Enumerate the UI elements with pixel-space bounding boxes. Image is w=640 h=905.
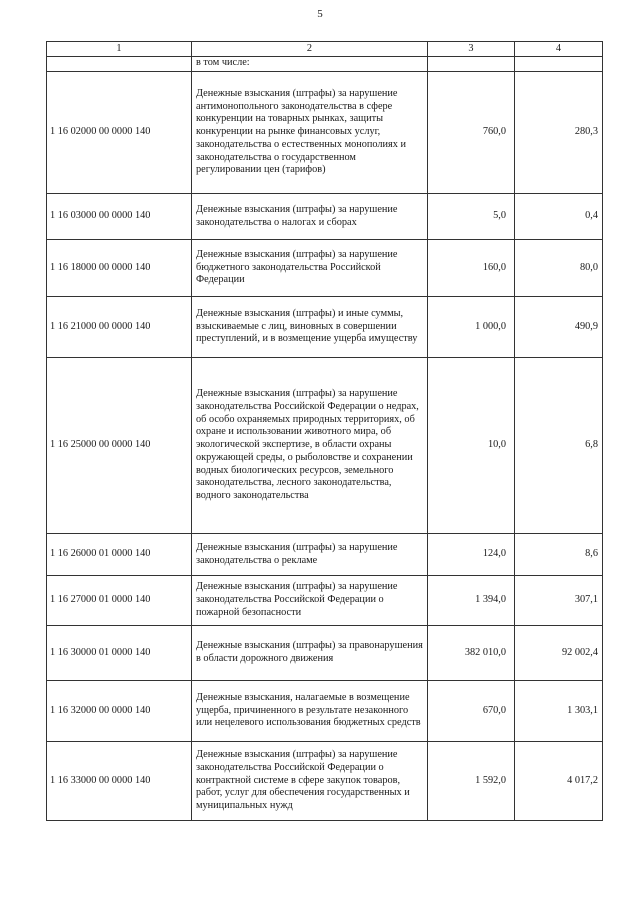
row-fact: 8,6	[515, 534, 603, 576]
row-fact: 0,4	[515, 194, 603, 240]
row-code: 1 16 25000 00 0000 140	[47, 358, 192, 534]
table-row	[47, 681, 603, 742]
row-name: Денежные взыскания (штрафы) за нарушение законодательства о налогах и сборах	[192, 194, 428, 240]
table-row	[47, 297, 603, 358]
subheader-row	[47, 57, 603, 72]
row-name: Денежные взыскания (штрафы) за нарушение законодательства Российской Федерации о контрактной системе в сфере закупок товаров, работ, услуг для обеспечения государственных и муниципальных нужд	[192, 742, 428, 821]
row-name: Денежные взыскания (штрафы) за нарушение законодательства Российской Федерации о пожарной безопасности	[192, 576, 428, 626]
row-code: 1 16 18000 00 0000 140	[47, 240, 192, 297]
row-fact: 1 303,1	[515, 681, 603, 742]
row-name: Денежные взыскания (штрафы) за правонарушения в области дорожного движения	[192, 626, 428, 681]
header-col-4: 4	[515, 42, 603, 57]
row-code: 1 16 21000 00 0000 140	[47, 297, 192, 358]
row-code: 1 16 32000 00 0000 140	[47, 681, 192, 742]
row-name: Денежные взыскания, налагаемые в возмещение ущерба, причиненного в результате незаконного или нецелевого использования бюджетных средств	[192, 681, 428, 742]
header-col-2: 2	[192, 42, 428, 57]
row-plan: 1 592,0	[428, 742, 515, 821]
row-plan: 124,0	[428, 534, 515, 576]
table-row	[47, 534, 603, 576]
budget-table	[46, 41, 603, 821]
row-name: Денежные взыскания (штрафы) за нарушение законодательства Российской Федерации о недрах, об особо охраняемых природных территориях, об охране и использовании животного мира, об экологической экспертизе, в области охраны окружающей среды, о рыболовстве и сохранении водных биологических ресурсов, земельного законодательства, лесного законодательства, водного законодательства	[192, 358, 428, 534]
row-fact: 280,3	[515, 72, 603, 194]
row-name: Денежные взыскания (штрафы) и иные суммы, взыскиваемые с лиц, виновных в совершении преступлений, и в возмещение ущерба имуществу	[192, 297, 428, 358]
row-fact: 80,0	[515, 240, 603, 297]
table-header-row	[47, 42, 603, 57]
header-col-1: 1	[47, 42, 192, 57]
row-fact: 92 002,4	[515, 626, 603, 681]
row-code: 1 16 33000 00 0000 140	[47, 742, 192, 821]
row-fact: 6,8	[515, 358, 603, 534]
row-plan: 760,0	[428, 72, 515, 194]
table-row	[47, 626, 603, 681]
table-row	[47, 742, 603, 821]
table-cell	[428, 57, 515, 72]
row-plan: 160,0	[428, 240, 515, 297]
row-code: 1 16 26000 01 0000 140	[47, 534, 192, 576]
row-plan: 670,0	[428, 681, 515, 742]
subheader-text: в том числе:	[192, 57, 428, 72]
row-code: 1 16 02000 00 0000 140	[47, 72, 192, 194]
row-plan: 1 000,0	[428, 297, 515, 358]
row-fact: 490,9	[515, 297, 603, 358]
table-cell	[47, 57, 192, 72]
table-row	[47, 240, 603, 297]
row-code: 1 16 30000 01 0000 140	[47, 626, 192, 681]
table-row	[47, 358, 603, 534]
row-plan: 382 010,0	[428, 626, 515, 681]
row-code: 1 16 27000 01 0000 140	[47, 576, 192, 626]
row-plan: 1 394,0	[428, 576, 515, 626]
row-plan: 10,0	[428, 358, 515, 534]
table-row	[47, 576, 603, 626]
table-row	[47, 194, 603, 240]
header-col-3: 3	[428, 42, 515, 57]
table-cell	[515, 57, 603, 72]
row-code: 1 16 03000 00 0000 140	[47, 194, 192, 240]
row-name: Денежные взыскания (штрафы) за нарушение антимонопольного законодательства в сфере конкуренции на товарных рынках, защиты конкуренции на рынке финансовых услуг, законодательства о естественных монополиях и законодательства о государственном регулировании цен (тарифов)	[192, 72, 428, 194]
row-fact: 4 017,2	[515, 742, 603, 821]
page-number: 5	[317, 8, 323, 20]
table-row	[47, 72, 603, 194]
row-name: Денежные взыскания (штрафы) за нарушение законодательства о рекламе	[192, 534, 428, 576]
row-name: Денежные взыскания (штрафы) за нарушение бюджетного законодательства Российской Федерации	[192, 240, 428, 297]
row-plan: 5,0	[428, 194, 515, 240]
row-fact: 307,1	[515, 576, 603, 626]
